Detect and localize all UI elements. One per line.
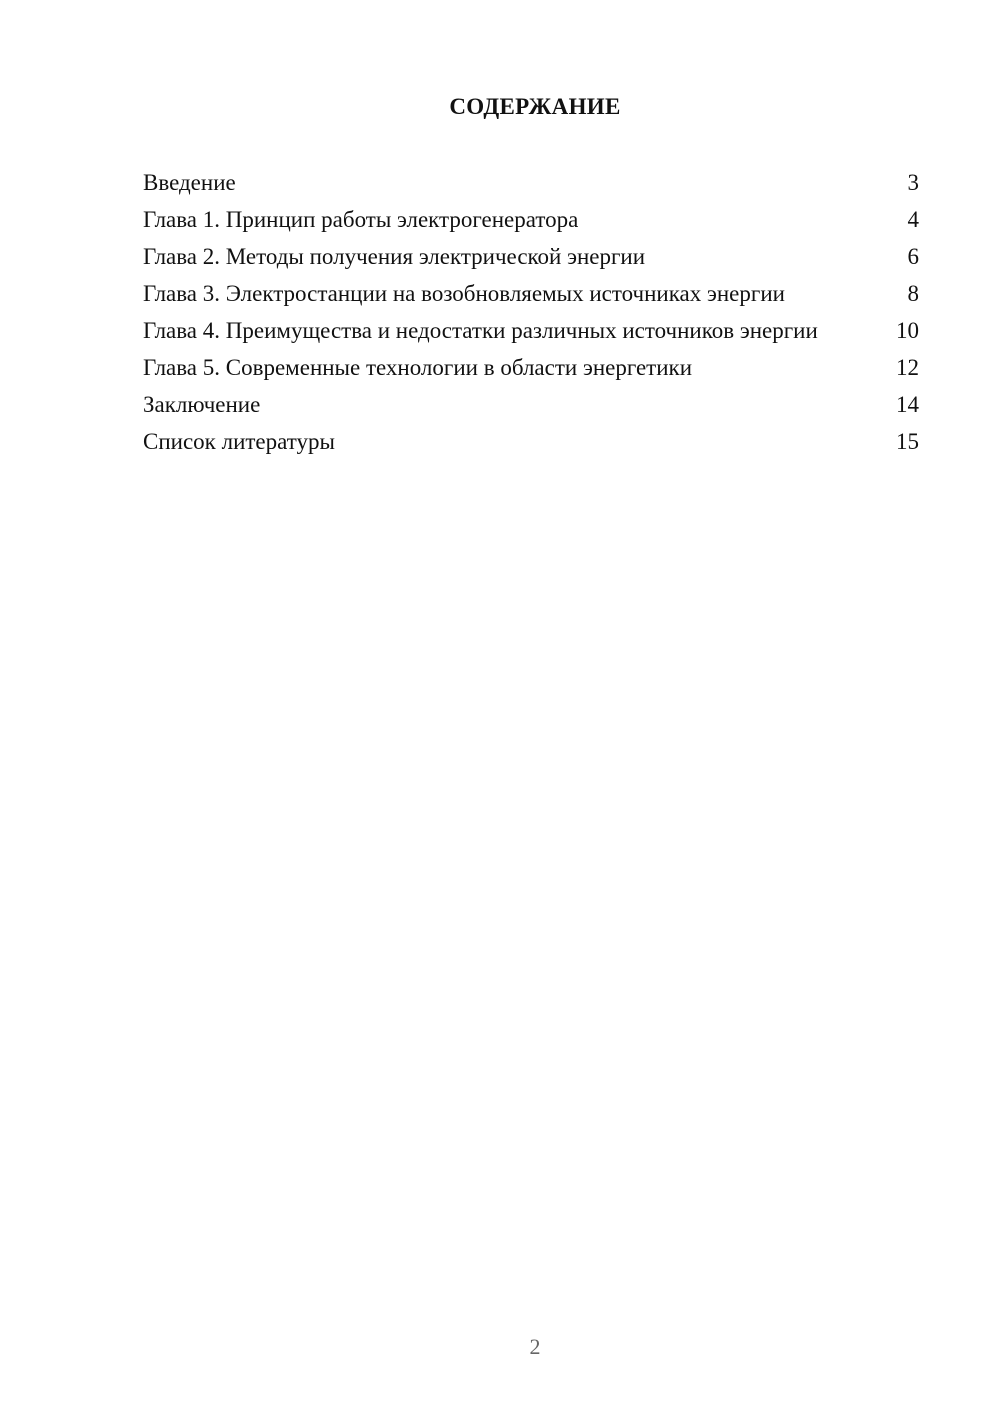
toc-entry-page: 3 xyxy=(907,170,919,195)
toc-entry-title: Глава 2. Методы получения электрической энергии xyxy=(143,244,646,269)
toc-entry-page: 14 xyxy=(896,392,919,417)
toc-entry-title: Глава 4. Преимущества и недостатки различных источников энергии xyxy=(143,318,818,343)
toc-entry-page: 6 xyxy=(907,244,919,269)
toc-entry-page: 10 xyxy=(896,318,919,343)
toc-entry-title: Глава 1. Принцип работы электрогенератора xyxy=(143,207,579,232)
toc-entry-chapter-4 xyxy=(143,318,919,344)
page-number: 2 xyxy=(529,1334,541,1359)
page-title: СОДЕРЖАНИЕ xyxy=(449,94,621,119)
toc-entry-page: 15 xyxy=(896,429,919,454)
toc-entry-chapter-1 xyxy=(143,207,919,233)
toc-entry-title: Список литературы xyxy=(143,429,335,454)
toc-entry-page: 4 xyxy=(907,207,919,232)
toc-entry-chapter-2 xyxy=(143,244,919,270)
table-of-contents xyxy=(143,170,919,466)
toc-entry-conclusion xyxy=(143,392,919,418)
toc-entry-title: Глава 3. Электростанции на возобновляемых источниках энергии xyxy=(143,281,785,306)
toc-entry-title: Глава 5. Современные технологии в области энергетики xyxy=(143,355,693,380)
toc-entry-introduction xyxy=(143,170,919,196)
toc-entry-page: 12 xyxy=(896,355,919,380)
toc-entry-page: 8 xyxy=(907,281,919,306)
toc-entry-title: Введение xyxy=(143,170,236,195)
toc-entry-references xyxy=(143,429,919,455)
toc-entry-chapter-3 xyxy=(143,281,919,307)
toc-entry-title: Заключение xyxy=(143,392,261,417)
toc-entry-chapter-5 xyxy=(143,355,919,381)
